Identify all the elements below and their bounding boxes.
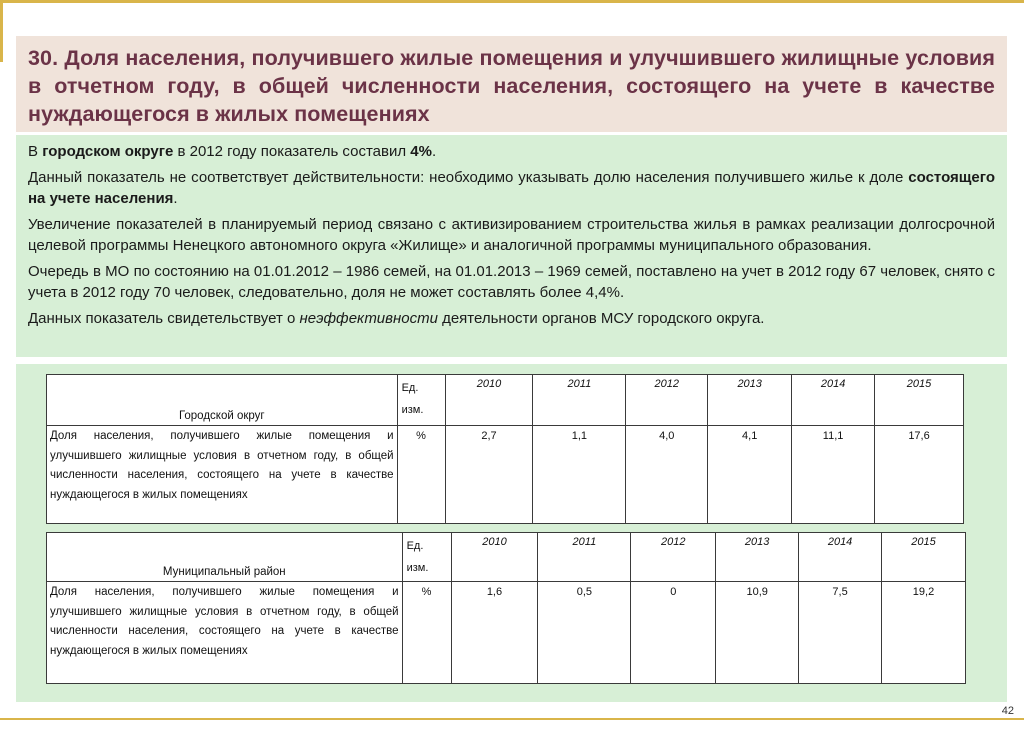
emphasis-urban-district: городском округе: [42, 143, 174, 160]
unit-header: Ед. изм.: [402, 533, 451, 582]
value-cell: 4,1: [708, 426, 792, 524]
unit-header: Ед. изм.: [397, 375, 445, 426]
paragraph-2: Данный показатель не соответствует действительности: необходимо указывать долю населения получившего жилье к доле состоящего на учете населения.: [28, 169, 995, 207]
table-row: [47, 582, 966, 684]
unit-cell: %: [397, 426, 445, 524]
value-cell: 11,1: [792, 426, 875, 524]
value-cell: 19,2: [882, 582, 966, 684]
value-cell: 1,6: [451, 582, 538, 684]
year-header: 2013: [708, 375, 792, 426]
value-cell: 4,0: [626, 426, 708, 524]
year-header: 2012: [626, 375, 708, 426]
emphasis-registered-population: состоящего на учете населения: [28, 169, 995, 207]
commentary-box: [16, 135, 1007, 357]
value-cell: 1,1: [533, 426, 626, 524]
emphasis-inefficiency: неэффективности: [299, 310, 438, 327]
paragraph-1: В городском округе в 2012 году показатель составил 4%.: [28, 143, 437, 160]
value-cell: 0,5: [538, 582, 631, 684]
paragraph-3: Увеличение показателей в планируемый период связано с активизированием строительства жилья в рамках реализации долгосрочной целевой программы Ненецкого автономного округа «Жилище» и аналогичной программы муниципального образования.: [28, 216, 995, 254]
unit-cell: %: [402, 582, 451, 684]
table-header-row: [47, 533, 966, 582]
indicator-label: Доля населения, получившего жилые помещения и улучшившего жилищные условия в отчетном году, в общей численности населения, состоящего на учете в качестве нуждающегося в жилых помещениях: [47, 582, 403, 684]
left-accent-rule: [0, 0, 3, 62]
table-row: [47, 426, 964, 524]
year-header: 2013: [716, 533, 799, 582]
table-header-row: [47, 375, 964, 426]
paragraph-5: Данных показатель свидетельствует о неэффективности деятельности органов МСУ городского округа.: [28, 310, 765, 327]
year-header: 2015: [882, 533, 966, 582]
urban-district-table: [46, 374, 964, 524]
table-name: Муниципальный район: [47, 533, 403, 582]
indicator-label: Доля населения, получившего жилые помещения и улучшившего жилищные условия в отчетном году, в общей численности населения, состоящего на учете в качестве нуждающегося в жилых помещениях: [47, 426, 398, 524]
year-header: 2010: [445, 375, 533, 426]
municipal-district-table: [46, 532, 966, 684]
value-cell: 0: [631, 582, 716, 684]
emphasis-value: 4%: [410, 143, 432, 160]
year-header: 2011: [538, 533, 631, 582]
slide-title: 30. Доля населения, получившего жилые помещения и улучшившего жилищные условия в отчетном году, в общей численности населения, состоящего на учете в качестве нуждающегося в жилых помещениях: [28, 46, 995, 126]
year-header: 2012: [631, 533, 716, 582]
value-cell: 7,5: [799, 582, 882, 684]
paragraph-4: Очередь в МО по состоянию на 01.01.2012 – 1986 семей, на 01.01.2013 – 1969 семей, поставлено на учет в 2012 году 67 человек, снято с учета в 2012 году 70 человек, следовательно, доля не может составлять более 4,4%.: [28, 263, 995, 301]
tables-box: [16, 364, 1007, 702]
value-cell: 2,7: [445, 426, 533, 524]
top-accent-rule: [0, 0, 1024, 3]
bottom-accent-rule: [0, 718, 1024, 720]
table-name: Городской округ: [47, 375, 398, 426]
year-header: 2014: [799, 533, 882, 582]
year-header: 2010: [451, 533, 538, 582]
page-number: 42: [1001, 705, 1014, 717]
year-header: 2015: [875, 375, 964, 426]
slide-title-box: [16, 36, 1007, 132]
year-header: 2014: [792, 375, 875, 426]
value-cell: 17,6: [875, 426, 964, 524]
value-cell: 10,9: [716, 582, 799, 684]
year-header: 2011: [533, 375, 626, 426]
